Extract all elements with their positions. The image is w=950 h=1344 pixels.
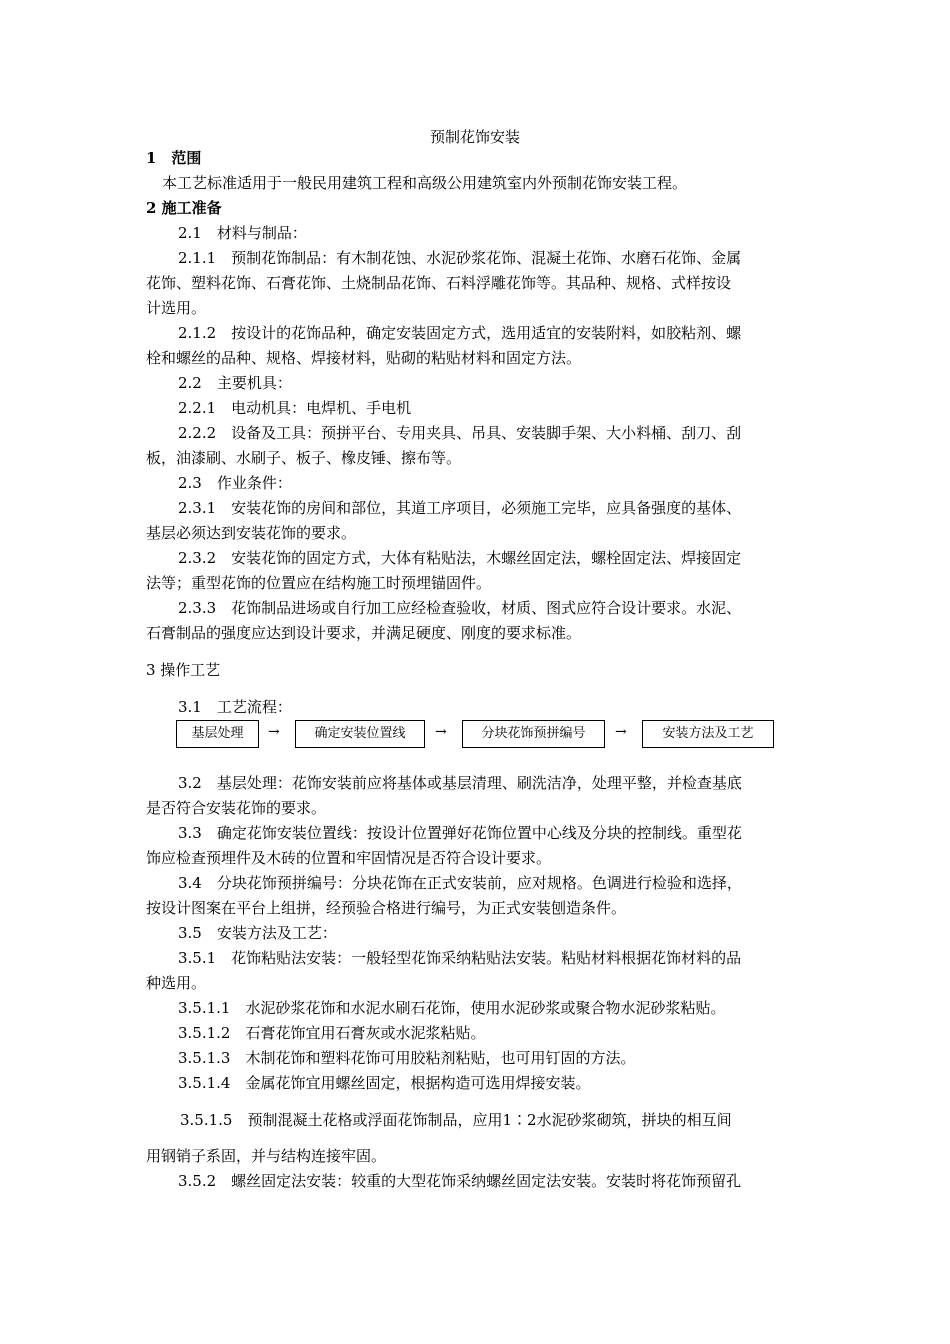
- paragraph-line: 栓和螺丝的品种、规格、焊接材料，贴砌的粘贴材料和固定方法。: [146, 349, 582, 367]
- paragraph-line: 2.3.2 安装花饰的固定方式，大体有粘贴法，木螺丝固定法，螺栓固定法、焊接固定: [178, 549, 742, 567]
- paragraph-line: 2.3.3 花饰制品进场或自行加工应经检查验收，材质、图式应符合设计要求。水泥、: [178, 599, 742, 617]
- paragraph-line: 法等；重型花饰的位置应在结构施工时预埋锚固件。: [146, 574, 492, 592]
- paragraph-line: 2.1.2 按设计的花饰品种，确定安装固定方式，选用适宜的安装附料，如胶粘剂、螺: [178, 324, 742, 342]
- paragraph: 本工艺标准适用于一般民用建筑工程和高级公用建筑室内外预制花饰安装工程。: [162, 174, 688, 192]
- paragraph-line: 按设计图案在平台上组拼，经预验合格进行编号，为正式安装刨造条件。: [146, 899, 627, 917]
- flow-step-box: 安装方法及工艺: [642, 720, 774, 748]
- paragraph-line: 2.1.1 预制花饰制品：有木制花蚀、水泥砂浆花饰、混凝土花饰、水磨石花饰、金属: [178, 249, 742, 267]
- paragraph-line: 花饰、塑料花饰、石膏花饰、土烧制品花饰、石料浮雕花饰等。其品种、规格、式样按设: [146, 274, 732, 292]
- paragraph-line: 石膏制品的强度应达到设计要求，并满足硬度、刚度的要求标准。: [146, 624, 582, 642]
- paragraph-line: 是否符合安装花饰的要求。: [146, 799, 327, 817]
- flow-arrow-icon: →: [268, 724, 280, 740]
- paragraph-line: 2.3.1 安装花饰的房间和部位，其道工序项目，必须施工完毕，应具备强度的基体、: [178, 499, 742, 517]
- flow-arrow-icon: →: [435, 724, 447, 740]
- section-1-heading: 1 范围: [146, 149, 202, 167]
- paragraph-line: 计选用。: [146, 299, 207, 317]
- paragraph-line: 基层必须达到安装花饰的要求。: [146, 524, 357, 542]
- flow-step-box: 确定安装位置线: [295, 720, 425, 748]
- flow-arrow-icon: →: [615, 724, 627, 740]
- paragraph-line: 2.2.1 电动机具：电焊机、手电机: [178, 399, 412, 417]
- paragraph-line: 3.2 基层处理：花饰安装前应将基体或基层清理、刷洗洁净，处理平整，并检查基底: [178, 774, 742, 792]
- subheading: 3.1 工艺流程：: [178, 698, 292, 716]
- paragraph-line: 3.3 确定花饰安装位置线：按设计位置弹好花饰位置中心线及分块的控制线。重型花: [178, 824, 742, 842]
- paragraph-line: 3.5.1.4 金属花饰宜用螺丝固定，根据构造可选用焊接安装。: [178, 1074, 591, 1092]
- section-2-heading: 2 施工准备: [146, 199, 222, 217]
- paragraph-line: 种选用。: [146, 974, 207, 992]
- paragraph-line: 3.5.1.3 木制花饰和塑料花饰可用胶粘剂粘贴，也可用钉固的方法。: [178, 1049, 636, 1067]
- paragraph-line: 3.5.1.2 石膏花饰宜用石膏灰或水泥浆粘贴。: [178, 1024, 486, 1042]
- flow-step-box: 分块花饰预拼编号: [462, 720, 605, 748]
- section-3-heading: 3 操作工艺: [146, 661, 221, 679]
- paragraph-line: 3.5.1 花饰粘贴法安装：一般轻型花饰采纳粘贴法安装。粘贴材料根据花饰材料的品: [178, 949, 742, 967]
- flow-step-box: 基层处理: [176, 720, 259, 748]
- document-title: 预制花饰安装: [429, 128, 520, 146]
- paragraph-line: 3.5.2 螺丝固定法安装：较重的大型花饰采纳螺丝固定法安装。安装时将花饰预留孔: [178, 1172, 742, 1190]
- paragraph-line: 2.2.2 设备及工具：预拼平台、专用夹具、吊具、安装脚手架、大小料桶、刮刀、刮: [178, 424, 742, 442]
- subheading: 2.3 作业条件：: [178, 474, 292, 492]
- subheading: 2.2 主要机具：: [178, 374, 292, 392]
- paragraph-line: 3.5.1.1 水泥砂浆花饰和水泥水刷石花饰，使用水泥砂浆或聚合物水泥砂浆粘贴。: [178, 999, 726, 1017]
- paragraph-line: 饰应检查预埋件及木砖的位置和牢固情况是否符合设计要求。: [146, 849, 552, 867]
- paragraph-line: 3.4 分块花饰预拼编号：分块花饰在正式安装前，应对规格。色调进行检验和选择，: [178, 874, 742, 892]
- paragraph-line: 板，油漆刷、水刷子、板子、橡皮锤、擦布等。: [146, 449, 462, 467]
- paragraph-line: 用钢销子系固，并与结构连接牢固。: [146, 1147, 387, 1165]
- subheading: 3.5 安装方法及工艺：: [178, 924, 337, 942]
- paragraph-line: 3.5.1.5 预制混凝土花格或浮面花饰制品，应用1∶2水泥砂浆砌筑，拼块的相互间: [180, 1111, 732, 1129]
- subheading: 2.1 材料与制品：: [178, 224, 307, 242]
